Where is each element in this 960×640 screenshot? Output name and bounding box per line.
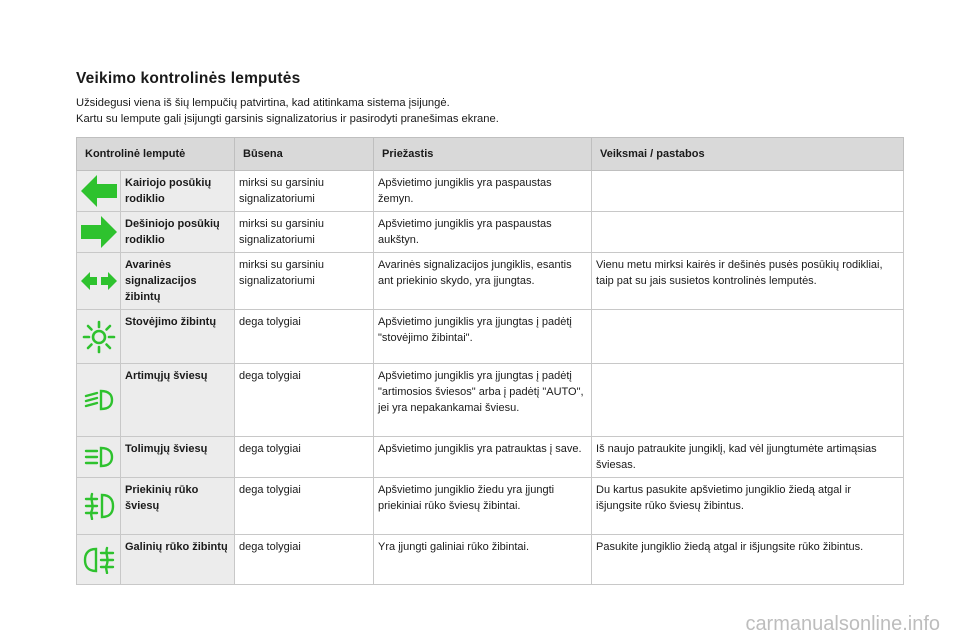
warning-lights-table (76, 137, 904, 585)
table-row (77, 535, 904, 585)
light-name: Stovėjimo žibintų (121, 310, 235, 364)
header-warning-light: Kontrolinė lemputė (77, 138, 235, 171)
page-title: Veikimo kontrolinės lemputės (76, 70, 301, 87)
light-name: Avarinės signalizacijos žibintų (121, 253, 235, 310)
light-state: dega tolygiai (235, 478, 374, 535)
table-row (77, 437, 904, 478)
light-action: Pasukite jungiklio žiedą atgal ir išjungsite rūko žibintus. (592, 535, 904, 585)
icon-cell (77, 364, 121, 437)
table-row (77, 364, 904, 437)
light-action (592, 310, 904, 364)
light-cause: Apšvietimo jungiklio žiedu yra įjungti priekiniai rūko šviesų žibintai. (374, 478, 592, 535)
light-action (592, 212, 904, 253)
main-beam-icon (77, 445, 120, 469)
light-cause: Apšvietimo jungiklis yra paspaustas aukštyn. (374, 212, 592, 253)
front-fog-icon (77, 492, 120, 520)
hazard-arrows-icon (77, 271, 120, 291)
table-row (77, 310, 904, 364)
light-state: dega tolygiai (235, 437, 374, 478)
light-cause: Apšvietimo jungiklis yra įjungtas į padėtį "artimosios šviesos" arba į padėtį "AUTO", jei yra nepakankamai šviesu. (374, 364, 592, 437)
light-state: dega tolygiai (235, 310, 374, 364)
icon-cell (77, 478, 121, 535)
light-name: Tolimųjų šviesų (121, 437, 235, 478)
intro-line-2: Kartu su lempute gali įsijungti garsinis signalizatorius ir pasirodyti pranešimas ekrane. (76, 113, 499, 125)
header-actions: Veiksmai / pastabos (592, 138, 904, 171)
light-name: Dešiniojo posūkių rodiklio (121, 212, 235, 253)
right-turn-arrow-icon (77, 215, 120, 249)
icon-cell (77, 212, 121, 253)
light-action: Du kartus pasukite apšvietimo jungiklio žiedą atgal ir išjungsite rūko šviesų žibintus. (592, 478, 904, 535)
icon-cell (77, 310, 121, 364)
left-turn-arrow-icon (77, 174, 120, 208)
icon-cell (77, 253, 121, 310)
table-row (77, 171, 904, 212)
light-cause: Yra įjungti galiniai rūko žibintai. (374, 535, 592, 585)
light-name: Artimųjų šviesų (121, 364, 235, 437)
icon-cell (77, 171, 121, 212)
table-row (77, 253, 904, 310)
table-header-row (77, 138, 904, 171)
light-cause: Apšvietimo jungiklis yra paspaustas žemyn. (374, 171, 592, 212)
sidelights-icon (77, 320, 120, 354)
light-action: Iš naujo patraukite jungiklį, kad vėl įjungtumėte artimąsias šviesas. (592, 437, 904, 478)
intro-line-1: Užsidegusi viena iš šių lempučių patvirtina, kad atitinkama sistema įsijungė. (76, 97, 450, 109)
light-state: dega tolygiai (235, 535, 374, 585)
intro-text (76, 95, 499, 127)
light-cause: Apšvietimo jungiklis yra įjungtas į padėtį "stovėjimo žibintai". (374, 310, 592, 364)
table-row (77, 478, 904, 535)
rear-fog-icon (77, 546, 120, 574)
table-row (77, 212, 904, 253)
light-action (592, 171, 904, 212)
light-name: Galinių rūko žibintų (121, 535, 235, 585)
light-state: mirksi su garsiniu signalizatoriumi (235, 171, 374, 212)
light-action (592, 364, 904, 437)
light-name: Priekinių rūko šviesų (121, 478, 235, 535)
icon-cell (77, 437, 121, 478)
light-cause: Avarinės signalizacijos jungiklis, esantis ant priekinio skydo, yra įjungtas. (374, 253, 592, 310)
dipped-beam-icon (77, 388, 120, 412)
header-state: Būsena (235, 138, 374, 171)
light-state: mirksi su garsiniu signalizatoriumi (235, 212, 374, 253)
light-action: Vienu metu mirksi kairės ir dešinės pusės posūkių rodikliai, taip pat su jais susietos kontrolinės lemputės. (592, 253, 904, 310)
header-cause: Priežastis (374, 138, 592, 171)
light-state: dega tolygiai (235, 364, 374, 437)
light-cause: Apšvietimo jungiklis yra patrauktas į save. (374, 437, 592, 478)
light-state: mirksi su garsiniu signalizatoriumi (235, 253, 374, 310)
watermark: carmanualsonline.info (745, 613, 940, 635)
icon-cell (77, 535, 121, 585)
light-name: Kairiojo posūkių rodiklio (121, 171, 235, 212)
